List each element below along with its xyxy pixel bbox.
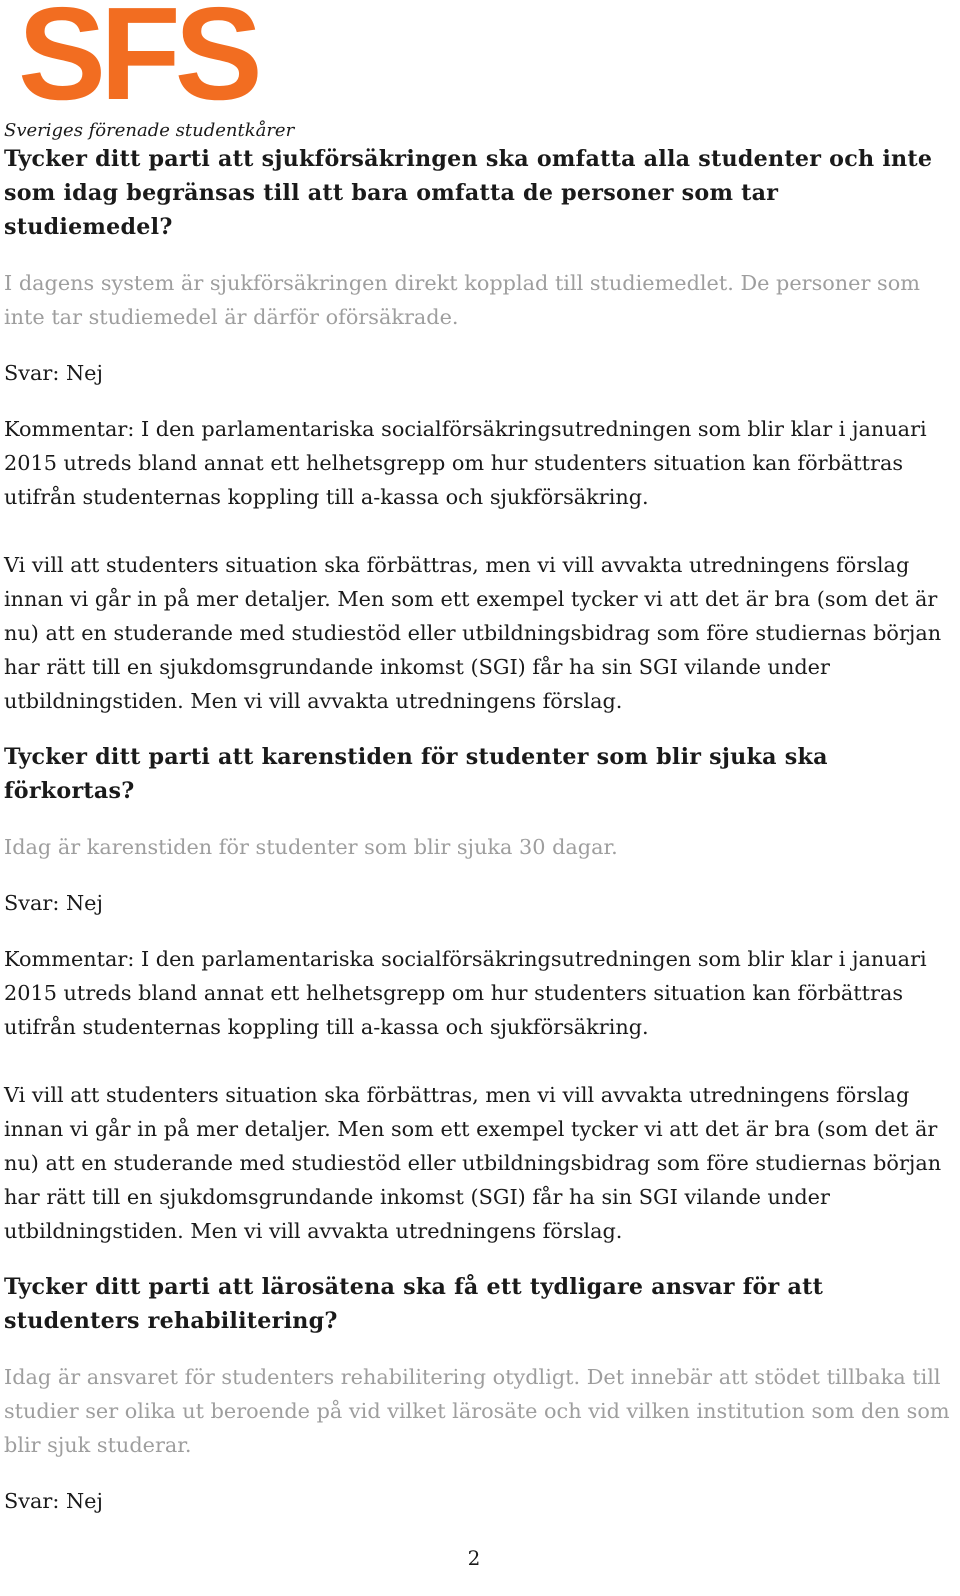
position-paragraph: Vi vill att studenters situation ska förbättras, men vi vill avvakta utredningens förslag innan vi går in på mer detaljer. Men som ett exempel tycker vi att det är bra (som det är nu) att en studerande med studiestöd eller utbildningsbidrag som före studiernas början har rätt till en sjukdomsgrundande inkomst (SGI) får ha sin SGI vilande under utbildningstiden. Men vi vill avvakta utredningens förslag. <box>4 553 942 713</box>
logo-mark: SFS <box>18 0 257 127</box>
question-background: Idag är karenstiden för studenter som blir sjuka 30 dagar. <box>4 835 618 859</box>
document-content <box>4 142 954 1518</box>
answer-text: Svar: Nej <box>4 361 103 385</box>
comment-paragraph: Kommentar: I den parlamentariska socialförsäkringsutredningen som blir klar i januari 2015 utreds bland annat ett helhetsgrepp om hur studenters situation kan förbättras utifrån studenternas koppling till a-kassa och sjukförsäkring. <box>4 947 927 1039</box>
question-heading: Tycker ditt parti att lärosätena ska få ett tydligare ansvar för att studenters rehabilitering? <box>4 1274 824 1334</box>
question-heading: Tycker ditt parti att sjukförsäkringen ska omfatta alla studenter och inte som idag begränsas till att bara omfatta de personer som tar studiemedel? <box>4 146 933 240</box>
sfs-logo <box>4 0 304 145</box>
question-background: I dagens system är sjukförsäkringen direkt kopplad till studiemedlet. De personer som inte tar studiemedel är därför oförsäkrade. <box>4 271 920 329</box>
comment-paragraph: Kommentar: I den parlamentariska socialförsäkringsutredningen som blir klar i januari 2015 utreds bland annat ett helhetsgrepp om hur studenters situation kan förbättras utifrån studenternas koppling till a-kassa och sjukförsäkring. <box>4 417 927 509</box>
page-number: 2 <box>467 1546 481 1570</box>
question-heading: Tycker ditt parti att karenstiden för studenter som blir sjuka ska förkortas? <box>4 744 828 804</box>
question-background: Idag är ansvaret för studenters rehabilitering otydligt. Det innebär att stödet tillbaka till studier ser olika ut beroende på vid vilket lärosäte och vid vilken institution som den som blir sjuk studerar. <box>4 1365 950 1457</box>
logo-tagline: Sveriges förenade studentkårer <box>4 120 295 141</box>
answer-text: Svar: Nej <box>4 1489 103 1513</box>
answer-text: Svar: Nej <box>4 891 103 915</box>
position-paragraph: Vi vill att studenters situation ska förbättras, men vi vill avvakta utredningens förslag innan vi går in på mer detaljer. Men som ett exempel tycker vi att det är bra (som det är nu) att en studerande med studiestöd eller utbildningsbidrag som före studiernas början har rätt till en sjukdomsgrundande inkomst (SGI) får ha sin SGI vilande under utbildningstiden. Men vi vill avvakta utredningens förslag. <box>4 1083 942 1243</box>
